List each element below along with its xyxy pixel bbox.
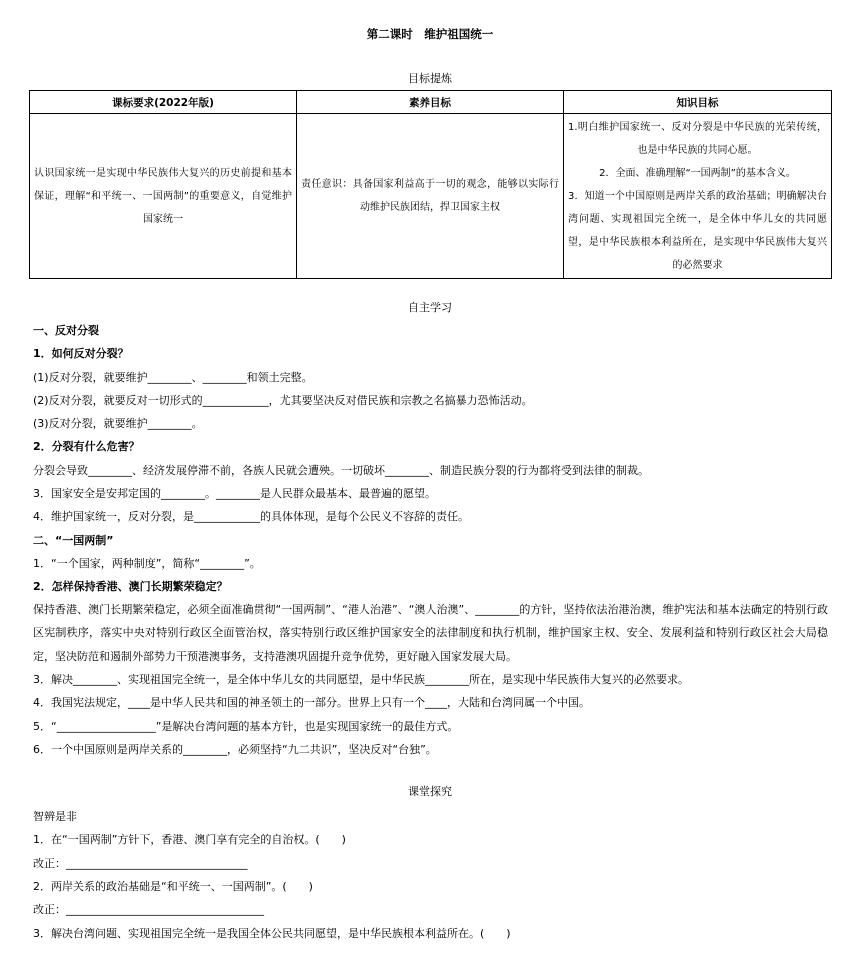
heading-oppose-split: 一、反对分裂 (33, 324, 99, 337)
header-literacy: 素养目标 (297, 91, 564, 114)
fill-line: 3．解决________、实现祖国完全统一，是全体中华儿女的共同愿望，是中华民族________所在，是实现中华民族伟大复兴的必然要求。 (33, 673, 689, 686)
judge-heading: 智辨是非 (33, 810, 77, 823)
fill-line: (3)反对分裂，就要维护________。 (33, 417, 203, 430)
fill-line: 4．我国宪法规定，____是中华人民共和国的神圣领土的一部分。世界上只有一个____，大陆和台湾同属一个中国。 (33, 696, 590, 709)
goals-table (29, 90, 832, 279)
judge-item: 1．在“一国两制”方针下，香港、澳门享有完全的自治权。( ) (33, 833, 346, 846)
fill-line: 3．国家安全是安邦定国的________。________是人民群众最基本、最普遍的愿望。 (33, 487, 436, 500)
self-study-heading: 自主学习 (408, 301, 452, 314)
literacy-cell: 责任意识：具备国家利益高于一切的观念，能够以实际行动维护民族团结，捍卫国家主权 (297, 114, 564, 279)
fill-line: 4．维护国家统一，反对分裂，是____________的具体体现，是每个公民义不容辞的责任。 (33, 510, 469, 523)
correction-line: 改正：_________________________________ (33, 857, 248, 870)
curriculum-cell: 认识国家统一是实现中华民族伟大复兴的历史前提和基本保证，理解“和平统一、一国两制”的重要意义，自觉维护国家统一 (30, 114, 297, 279)
knowledge-item: 1.明白维护国家统一、反对分裂是中华民族的光荣传统，也是中华民族的共同心愿。 (568, 121, 827, 156)
knowledge-item: 2．全面、准确理解“一国两制”的基本含义。 (599, 167, 796, 179)
question-line: 2．怎样保持香港、澳门长期繁荣稳定？ (33, 580, 228, 593)
fill-line: 分裂会导致________、经济发展停滞不前，各族人民就会遭殃。一切破坏________、制造民族分裂的行为都将受到法律的制裁。 (33, 464, 649, 477)
fill-line: 5．“__________________”是解决台湾问题的基本方针，也是实现国家统一的最佳方式。 (33, 720, 459, 733)
fill-line: (2)反对分裂，就要反对一切形式的____________，尤其要坚决反对借民族和宗教之名搞暴力恐怖活动。 (33, 394, 533, 407)
class-inquiry-heading: 课堂探究 (408, 785, 452, 798)
correction-line: 改正：____________________________________ (33, 903, 264, 916)
knowledge-item: 3．知道一个中国原则是两岸关系的政治基础；明确解决台湾问题、实现祖国完全统一，是全体中华儿女的共同愿望，是中华民族根本利益所在，是实现中华民族伟大复兴的必然要求 (568, 190, 827, 271)
header-knowledge: 知识目标 (564, 91, 832, 114)
knowledge-cell (564, 114, 832, 279)
header-curriculum: 课标要求(2022年版) (30, 91, 297, 114)
question-line: 2．分裂有什么危害？ (33, 440, 140, 453)
fill-line: (1)反对分裂，就要维护________、________和领土完整。 (33, 371, 313, 384)
goals-table-header-row (30, 91, 832, 114)
goals-table-row (30, 114, 832, 279)
judge-item: 2．两岸关系的政治基础是“和平统一、一国两制”。( ) (33, 880, 313, 893)
goals-heading: 目标提炼 (408, 72, 452, 85)
paragraph-hk-macau: 保持香港、澳门长期繁荣稳定，必须全面准确贯彻“一国两制”、“港人治港”、“澳人治澳”、________的方针，坚持依法治港治澳，维护宪法和基本法确定的特别行政区宪制秩序，落实中央对特别行政区全面管治权，落实特别行政区维护国家安全的法律制度和执行机制，维护国家主权、安全、发展利益和特别行政区社会大局稳定，坚决防范和遏制外部势力干预港澳事务，支持港澳巩固提升竞争优势，更好融入国家发展大局。 (33, 603, 828, 663)
fill-line: 1．“一个国家，两种制度”，简称“________”。 (33, 557, 261, 570)
question-line: 1．如何反对分裂？ (33, 347, 129, 360)
fill-line: 6．一个中国原则是两岸关系的________，必须坚持“九二共识”，坚决反对“台独”。 (33, 743, 437, 756)
heading-one-country-two-systems: 二、“一国两制” (33, 534, 114, 547)
judge-item: 3．解决台湾问题、实现祖国完全统一是我国全体公民共同愿望，是中华民族根本利益所在。( ) (33, 927, 511, 940)
page-title: 第二课时 维护祖国统一 (366, 27, 494, 41)
